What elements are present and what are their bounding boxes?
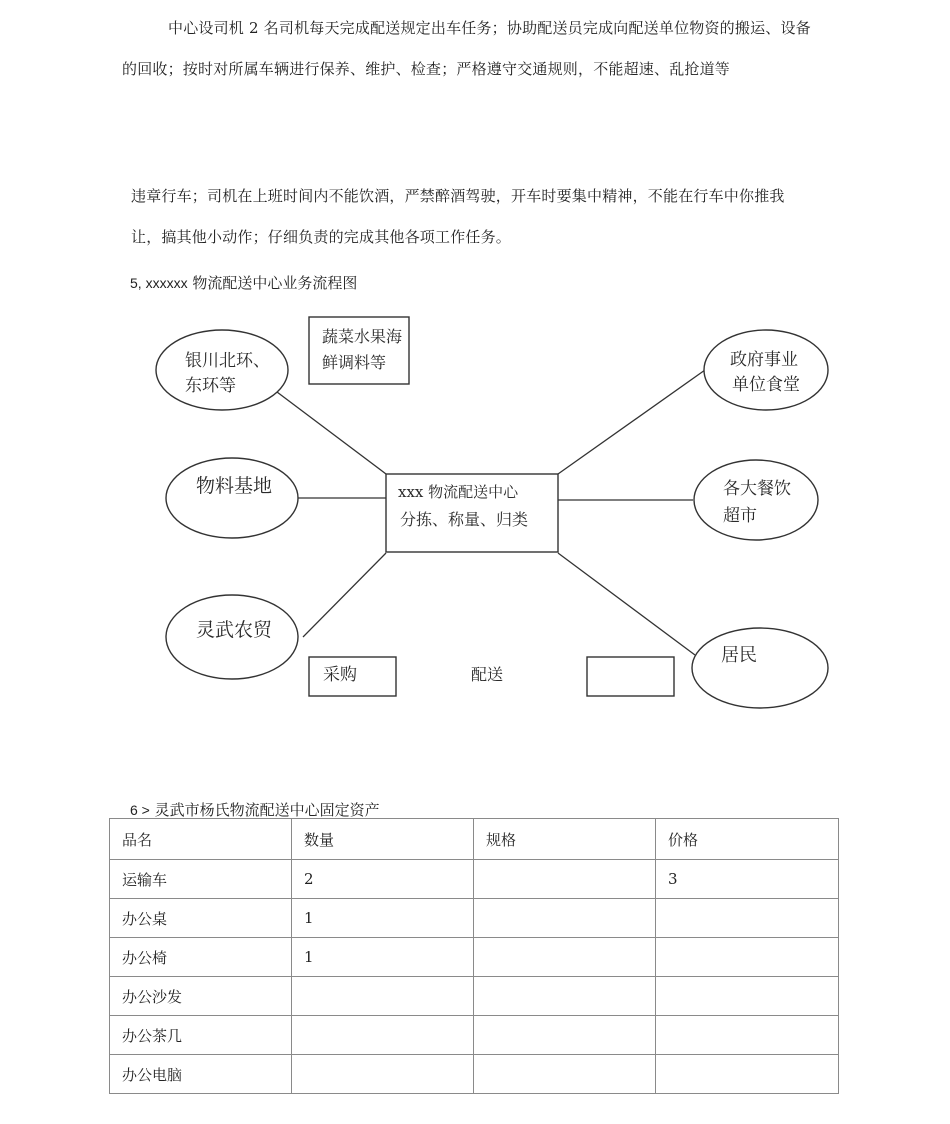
table-row (110, 1055, 839, 1094)
node-left-middle-label: 物料基地 (196, 475, 273, 497)
cell-spec (474, 1055, 656, 1094)
node-right-bottom (692, 628, 828, 708)
cell-name: 运输车 (110, 860, 292, 899)
cell-spec (474, 938, 656, 977)
header-cell-price: 价格 (656, 819, 839, 860)
node-left-middle (166, 458, 298, 538)
cell-spec (474, 1016, 656, 1055)
cell-quantity (292, 1055, 474, 1094)
node-left-top-label-2: 东环等 (185, 376, 236, 396)
connector-left-top (277, 392, 386, 474)
empty-box (587, 657, 674, 696)
node-right-middle-label-1: 各大餐饮 (723, 479, 791, 499)
cell-quantity: 2 (292, 860, 474, 899)
assets-table (109, 818, 839, 1094)
cell-spec (474, 860, 656, 899)
cell-spec (474, 977, 656, 1016)
node-right-middle (694, 460, 818, 540)
cell-name: 办公沙发 (110, 977, 292, 1016)
table-header-row (110, 819, 839, 860)
table-row (110, 860, 839, 899)
top-box-label-1: 蔬菜水果海 (322, 327, 403, 346)
paragraph-line-4: 让，搞其他小动作；仔细负责的完成其他各项工作任务。 (131, 228, 512, 246)
cell-name: 办公桌 (110, 899, 292, 938)
paragraph-line-1: 中心设司机 2 名司机每天完成配送规定出车任务；协助配送员完成向配送单位物资的搬运、设备 (168, 19, 811, 37)
center-label-2: 分拣、称量、归类 (400, 510, 529, 529)
section-6-number: 6 > (130, 802, 150, 818)
header-cell-name: 品名 (110, 819, 292, 860)
cell-price (656, 1055, 839, 1094)
header-cell-quantity: 数量 (292, 819, 474, 860)
cell-price (656, 977, 839, 1016)
node-left-bottom-label: 灵武农贸 (196, 619, 273, 641)
node-right-top (704, 330, 828, 410)
node-right-bottom-label: 居民 (721, 645, 757, 666)
center-label-1: xxx 物流配送中心 (398, 483, 519, 501)
node-right-top-label-1: 政府事业 (730, 350, 798, 370)
paragraph-line-3: 违章行车；司机在上班时间内不能饮酒，严禁醉酒驾驶，开车时要集中精神，不能在行车中你推我 (131, 187, 785, 205)
cell-price (656, 938, 839, 977)
cell-spec (474, 899, 656, 938)
table-row (110, 899, 839, 938)
cell-name: 办公茶几 (110, 1016, 292, 1055)
cell-price (656, 899, 839, 938)
section-5-number: 5, xxxxxx (130, 275, 188, 291)
table-row (110, 938, 839, 977)
cell-quantity: 1 (292, 938, 474, 977)
section-6-title: 灵武市杨氏物流配送中心固定资产 (154, 801, 380, 819)
header-cell-spec: 规格 (474, 819, 656, 860)
cell-price (656, 1016, 839, 1055)
connector-right-bottom (558, 553, 695, 655)
node-right-middle-label-2: 超市 (723, 506, 757, 526)
cell-quantity: 1 (292, 899, 474, 938)
connector-left-bottom (303, 553, 386, 637)
section-5-title: 物流配送中心业务流程图 (192, 274, 358, 292)
section-6-heading (130, 799, 380, 820)
top-box-label-2: 鲜调料等 (322, 353, 387, 372)
paragraph-line-2: 的回收；按时对所属车辆进行保养、维护、检查；严格遵守交通规则，不能超速、乱抢道等 (122, 60, 731, 78)
cell-name: 办公椅 (110, 938, 292, 977)
table-row (110, 1016, 839, 1055)
cell-price: 3 (656, 860, 839, 899)
connector-right-top (558, 370, 705, 474)
table-row (110, 977, 839, 1016)
node-left-top-label-1: 银川北环、 (185, 351, 270, 371)
cell-quantity (292, 1016, 474, 1055)
purchase-label: 采购 (323, 665, 357, 685)
cell-quantity (292, 977, 474, 1016)
cell-name: 办公电脑 (110, 1055, 292, 1094)
node-right-top-label-2: 单位食堂 (732, 375, 800, 395)
delivery-label: 配送 (471, 665, 504, 684)
